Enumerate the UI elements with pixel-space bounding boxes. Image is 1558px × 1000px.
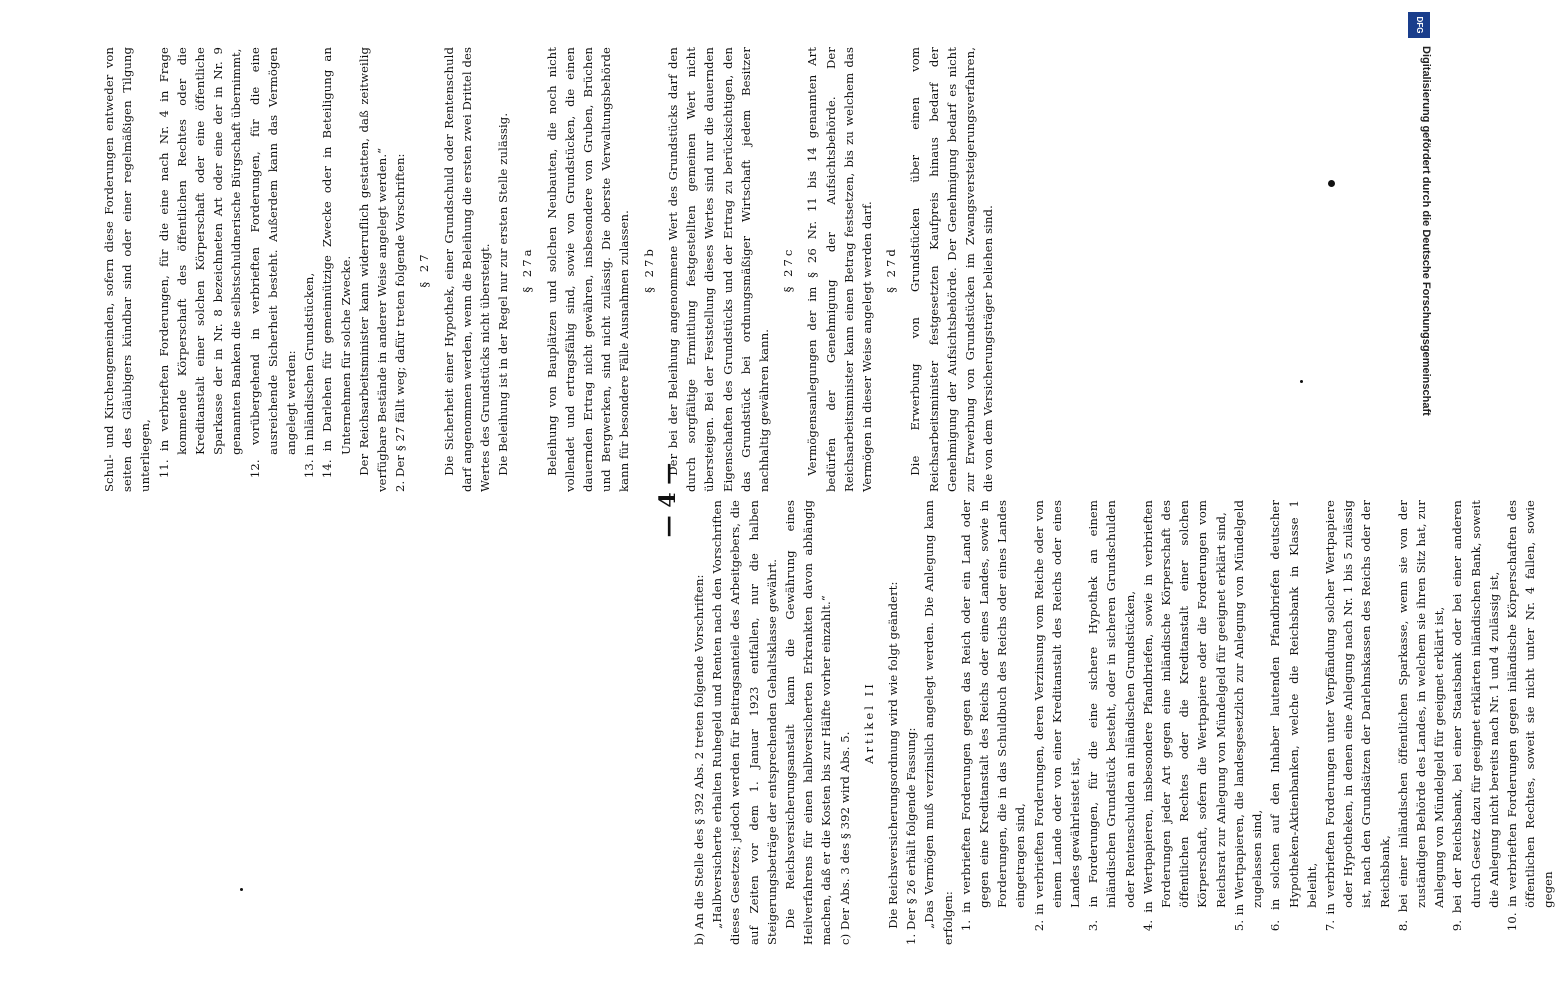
paragraph: 8. bei einer inländischen öffentlichen Sparkasse, wenn sie von der zuständigen Behörde des Landes, in welchem sie ihren Sitz hat, zur Anlegung von Mündelgeld für geeignet erklärt ist, [1395,500,1447,932]
paragraph: 3. in Forderungen, für die eine sichere Hypothek an einem inländischen Grundstück besteht, oder in sicheren Grundschulden oder Rentenschulden an inländischen Grundstücken, [1086,500,1137,932]
paragraph: 1. in verbrieften Forderungen gegen das Reich oder ein Land oder gegen eine Kreditanstalt des Reichs oder eines Landes, sowie in Forderungen, die in das Schuldbuch des Reichs oder eines Landes eingetragen sind, [958,500,1028,932]
section-heading: § 27 [417,251,432,288]
paragraph: Die Reichsversicherungsanstalt kann die Gewährung eines Heilverfahrens für einen halbversicherten Erkrankten davon abhängig machen, daß er die Kosten bis zur Hälfte vorher einzahlt.“ [783,500,834,945]
section-heading: § 27d [884,246,899,293]
right-text-column [100,47,997,492]
paragraph: b) An die Stelle des § 392 Abs. 2 treten folgende Vorschriften: [692,574,706,945]
paragraph: 7. in verbrieften Forderungen unter Verpfändung solcher Wertpapiere oder Hypotheken, in denen eine Anlegung nach Nr. 1 bis 5 zulässig ist, nach den Grundsätzen der Darlehnskassen des Reichs oder der Reichsbank, [1322,500,1392,932]
paragraph: „Das Vermögen muß verzinslich angelegt werden. Die Anlegung kann erfolgen: [922,500,955,945]
ink-speck [1328,180,1335,187]
section-heading: § 27b [641,246,656,293]
paragraph: Die Sicherheit einer Hypothek, einer Grundschuld oder Rentenschuld darf angenommen werden, wenn die Beleihung die ersten zwei Drittel des Wertes des Grundstücks nicht übersteigt. [441,47,493,492]
paragraph: Der bei der Beleihung angenommene Wert des Grundstücks darf den durch sorgfältige Ermittlung festgestellten gemeinen Wert nicht übersteigen. Bei der Feststellung dieses Wertes sind nur die dauernden Eigenschaften des Grundstücks und der Ertrag zu berücksichtigen, den das Grundstück bei ordnungsmäßiger Wirtschaft jedem Besitzer nachhaltig gewähren kann. [665,47,771,492]
paragraph: Vermögensanlegungen der im § 26 Nr. 11 bis 14 genannten Art bedürfen der Genehmigung der Aufsichtsbehörde. Der Reichsarbeitsminister kann einen Betrag festsetzen, bis zu welchem das Vermögen in dieser Weise angelegt werden darf. [805,47,874,492]
credit-text: Digitalisierung gefördert durch die Deutsche Forschungsgemeinschaft [1420,46,1432,416]
ink-speck [240,888,243,891]
section-heading: Artikel II [861,681,876,764]
section-heading: § 27c [781,246,796,293]
paragraph: 9. bei der Reichsbank, bei einer Staatsbank oder bei einer anderen durch Gesetz dazu für geeignet erklärten inländischen Bank, soweit die Anlegung nicht bereits nach Nr. 1 und 4 zulässig ist, [1450,500,1501,932]
paragraph: Die Erwerbung von Grundstücken über einen vom Reichsarbeitsminister festgesetzten Kaufpreis hinaus bedarf der Genehmigung der Aufsichtsbehörde. Der Genehmigung bedarf es nicht zur Erwerbung von Grundstücken im Zwangsversteigerungsverfahren, die von dem Versicherungsträger beliehen sind. [908,47,996,492]
paragraph: 5. in Wertpapieren, die landesgesetzlich zur Anlegung von Mündelgeld zugelassen sind, [1231,500,1265,932]
paragraph: 4. in Wertpapieren, insbesondere Pfandbriefen, sowie in verbrieften Forderungen jeder Art gegen eine inländische Körperschaft des öffentlichen Rechtes oder die Kreditanstalt einer solchen Körperschaft, sofern die Wertpapiere oder die Forderungen vom Reichsrat zur Anlegung von Mündelgeld für geeignet erklärt sind, [1140,500,1228,932]
section-heading: § 27a [520,246,535,293]
paragraph: Die Reichsversicherungsordnung wird wie folgt geändert: [886,581,901,929]
paragraph: Die Beleihung ist in der Regel nur zur ersten Stelle zulässig. [496,112,511,476]
paragraph: Schul- und Kirchengemeinden, sofern diese Forderungen entweder von seiten des Gläubigers kündbar sind oder einer regelmäßigen Tilgung unterliegen, [102,47,153,492]
ink-speck [1300,380,1303,383]
paragraph: 1. Der § 26 erhält folgende Fassung: [904,727,919,945]
paragraph: 6. in solchen auf den Inhaber lautenden Pfandbriefen deutscher Hypotheken-Aktienbanken, welche die Reichsbank in Klasse 1 beleiht, [1268,500,1319,932]
digitization-credit [1406,6,1432,990]
paragraph: 2. Der § 27 fällt weg; dafür treten folgende Vorschriften: [393,153,408,492]
paragraph: 2. in verbrieften Forderungen, deren Verzinsung vom Reiche oder von einem Lande oder von einer Kreditanstalt des Reichs oder eines Landes gewährleistet ist, [1031,500,1083,932]
page-number: — 4 — [655,462,681,538]
left-text-column [690,500,1556,945]
paragraph: 13. in inländischen Grundstücken, [302,272,317,479]
dfg-logo: DFG [1414,16,1424,34]
paragraph: 11. in verbrieften Forderungen, für die eine nach Nr. 4 in Frage kommende Körperschaft des öffentlichen Rechtes oder die Kreditanstalt einer solchen Körperschaft oder eine öffentliche Sparkasse der in Nr. 8 bezeichneten Art oder eine der in Nr. 9 genannten Banken die selbstschuldnerische Bürgschaft übernimmt, [156,47,244,479]
paragraph: 10. in verbrieften Forderungen gegen inländische Körperschaften des öffentlichen Rechtes, soweit sie nicht unter Nr. 4 fallen, sowie gegen [1504,500,1556,932]
paragraph: c) Der Abs. 3 des § 392 wird Abs. 5. [837,731,852,945]
credit-vertical-text [1406,6,1432,990]
paragraph: 12. vorübergehend in verbrieften Forderungen, für die eine ausreichende Sicherheit besteht. Außerdem kann das Vermögen angelegt werden: [247,47,299,479]
paragraph: „Halbversicherte erhalten Ruhegeld und Renten nach den Vorschriften dieses Gesetzes; jedoch werden für Beitragsanteile des Arbeitgebers, die auf Zeiten vor dem 1. Januar 1923 entfallen, nur die halben Steigerungsbeträge der entsprechenden Gehaltsklasse gewährt. [710,500,779,945]
paragraph: Der Reichsarbeitsminister kann widerruflich gestatten, daß zeitweilig verfügbare Bestände in anderer Weise angelegt werden.“ [356,47,390,492]
paragraph: Beleihung von Bauplätzen und solchen Neubauten, die noch nicht vollendet und ertragsfähig sind, sowie von Grundstücken, die einen dauernden Ertrag nicht gewähren, insbesondere von Gruben, Brüchen und Bergwerken, sind nicht zulässig. Die oberste Verwaltungsbehörde kann für besondere Fälle Ausnahmen zulassen. [544,47,632,492]
paragraph: 14. in Darlehen für gemeinnützige Zwecke oder in Beteiligung an Unternehmen für solche Zwecke. [320,47,353,479]
